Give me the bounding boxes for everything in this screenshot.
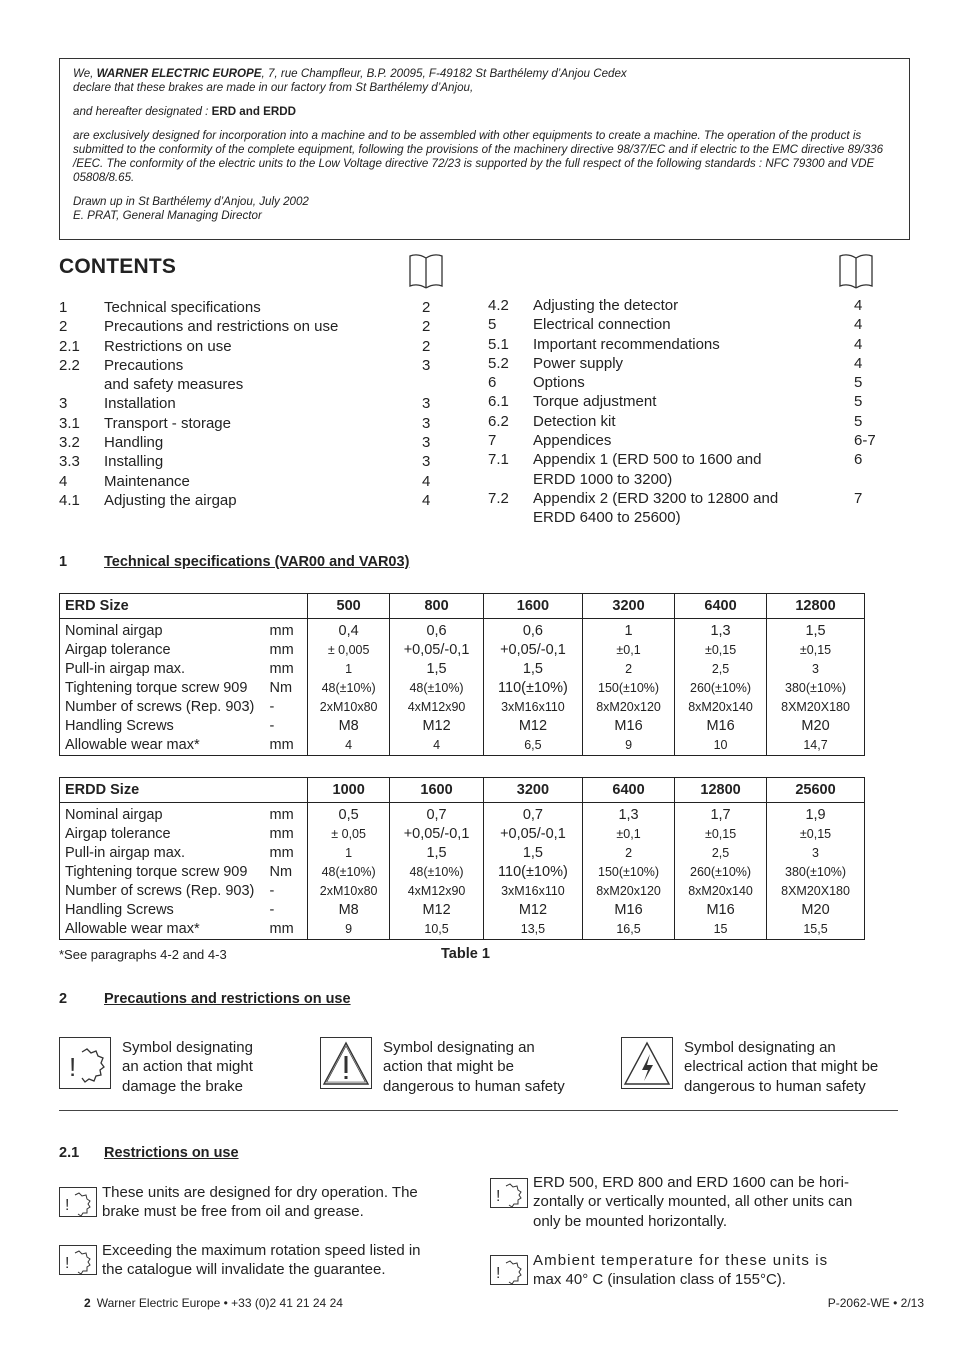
contents-entry-page: 5 [854, 393, 863, 411]
size-header: ERD Size [60, 594, 308, 619]
table-cell: M12 [483, 901, 582, 920]
contents-entry-title: Appendix 1 (ERD 500 to 1600 and [533, 451, 762, 469]
declaration-designation: and hereafter designated : ERD and ERDD [73, 105, 296, 118]
restriction-mounting: ERD 500, ERD 800 and ERD 1600 can be hori- zontally or vertically mounted, all other units can only be mounted horizontally. [533, 1174, 853, 1230]
size-column-header: 12800 [675, 778, 767, 803]
contents-entry [59, 472, 439, 491]
table-cell: 0,4 [308, 619, 390, 642]
contents-entry-title: Important recommendations [533, 335, 720, 353]
table-cell: M12 [390, 717, 484, 736]
table-cell: 110(±10%) [483, 679, 582, 698]
table-cell: ± 0,005 [308, 641, 390, 660]
contents-entry-number: 7.2 [488, 489, 509, 507]
row-unit: Nm [270, 863, 308, 882]
contents-entry-page: 4 [854, 297, 863, 314]
row-unit: mm [270, 660, 308, 679]
table-cell: +0,05/-0,1 [483, 641, 582, 660]
table-cell: M16 [675, 717, 767, 736]
table-cell: M16 [675, 901, 767, 920]
contents-entry-page: 6 [854, 451, 863, 469]
size-column-header: 3200 [483, 778, 582, 803]
table-cell: 1,5 [483, 660, 582, 679]
contents-entry-number: 5.1 [488, 335, 509, 353]
table-cell: 3xM16x110 [483, 698, 582, 717]
erdd-spec-table [59, 777, 865, 940]
table-cell: 3 [767, 844, 865, 863]
table-cell: 2 [583, 660, 675, 679]
table-cell: M12 [390, 901, 484, 920]
contents-entry [488, 450, 878, 469]
brake-damage-icon [59, 1037, 111, 1089]
contents-entry [59, 414, 439, 433]
contents-entry-title: Detection kit [533, 412, 616, 430]
row-unit: - [270, 717, 308, 736]
contents-entry-title: Appendix 2 (ERD 3200 to 12800 and [533, 489, 779, 507]
row-label: Allowable wear max* [60, 920, 270, 940]
contents-entry-number: 4 [59, 472, 68, 490]
table-row [60, 901, 865, 920]
contents-entry-title: and safety measures [104, 376, 244, 394]
contents-entry-title: Torque adjustment [533, 393, 657, 411]
table-cell: 10 [675, 736, 767, 756]
svg-text:!: ! [69, 1052, 77, 1082]
page-number: 2 [84, 1296, 91, 1310]
row-unit: mm [270, 619, 308, 642]
row-label: Pull-in airgap max. [60, 660, 270, 679]
row-label: Number of screws (Rep. 903) [60, 882, 270, 901]
table-cell: 260(±10%) [675, 863, 767, 882]
contents-entry-page: 2 [422, 318, 431, 336]
restriction-rotation-speed: Exceeding the maximum rotation speed listed in the catalogue will invalidate the guarantee. [102, 1242, 421, 1279]
table-cell: 1,5 [390, 660, 484, 679]
svg-text:!: ! [65, 1197, 70, 1214]
row-unit: mm [270, 803, 308, 826]
contents-entry-number: 3 [59, 395, 68, 413]
contents-entry [59, 337, 439, 356]
table-cell: ±0,1 [583, 825, 675, 844]
table-row [60, 736, 865, 756]
table-cell: 0,6 [390, 619, 484, 642]
contents-entry-number: 6.2 [488, 412, 509, 430]
contents-entry-page: 3 [422, 434, 431, 452]
table-cell: 2xM10x80 [308, 698, 390, 717]
contents-entry-title: Precautions [104, 356, 184, 374]
table-cell: 8xM20x120 [583, 882, 675, 901]
contents-entry-title: Restrictions on use [104, 337, 232, 355]
contents-entry [59, 375, 439, 394]
footer-left: 2 Warner Electric Europe • +33 (0)2 41 21 24 24 [84, 1296, 343, 1310]
contents-entry [488, 412, 878, 431]
contents-entry-title: Maintenance [104, 472, 190, 490]
table-cell: ±0,15 [675, 641, 767, 660]
size-column-header: 6400 [675, 594, 767, 619]
contents-entry [59, 317, 439, 336]
electrical-hazard-icon [621, 1037, 673, 1089]
contents-entry [488, 392, 878, 411]
footer-right: P-2062-WE • 2/13 [827, 1296, 924, 1310]
declaration-signature: Drawn up in St Barthélemy d’Anjou, July 2002 E. PRAT, General Managing Director [73, 195, 309, 222]
contents-list-right [488, 296, 878, 528]
size-column-header: 1000 [308, 778, 390, 803]
contents-entry [59, 433, 439, 452]
contents-entry-page: 3 [422, 453, 431, 471]
table-cell: 1,3 [675, 619, 767, 642]
table-cell: 1,7 [675, 803, 767, 826]
open-book-icon [838, 252, 874, 290]
row-label: Tightening torque screw 909 [60, 679, 270, 698]
contents-entry-title: Installing [104, 453, 164, 471]
table-cell: M12 [483, 717, 582, 736]
table-cell: 150(±10%) [583, 863, 675, 882]
contents-entry-number: 2.2 [59, 356, 80, 374]
contents-entry [59, 491, 439, 510]
table-row [60, 717, 865, 736]
contents-entry-page: 2 [422, 337, 431, 355]
table-footnote: *See paragraphs 4-2 and 4-3 [59, 947, 227, 962]
contents-entry [488, 431, 878, 450]
size-column-header: 1600 [390, 778, 484, 803]
table-cell: +0,05/-0,1 [390, 641, 484, 660]
table-cell: 1,3 [583, 803, 675, 826]
table-cell: 6,5 [483, 736, 582, 756]
table-cell: 8xM20x140 [675, 882, 767, 901]
size-column-header: 6400 [583, 778, 675, 803]
table-cell: 1 [308, 844, 390, 863]
table-cell: 48(±10%) [308, 863, 390, 882]
contents-entry-title: Adjusting the airgap [104, 491, 237, 509]
brake-damage-icon [59, 1187, 97, 1217]
brake-damage-icon [59, 1245, 97, 1275]
contents-entry [59, 298, 439, 317]
table-row [60, 660, 865, 679]
contents-entry-number: 7 [488, 432, 497, 450]
table-row [60, 825, 865, 844]
table-cell: M20 [767, 717, 865, 736]
table-cell: 380(±10%) [767, 679, 865, 698]
table-cell: 110(±10%) [483, 863, 582, 882]
contents-entry [59, 356, 439, 375]
contents-entry-title: ERDD 6400 to 25600) [533, 509, 681, 527]
contents-entry-title: Electrical connection [533, 316, 671, 334]
row-unit: mm [270, 736, 308, 756]
table-row [60, 679, 865, 698]
contents-entry [488, 296, 878, 315]
table-cell: M16 [583, 717, 675, 736]
table-cell: 0,6 [483, 619, 582, 642]
divider [59, 1110, 898, 1111]
symbol-desc-brake-damage: Symbol designating an action that might damage the brake [122, 1039, 253, 1095]
contents-entry [59, 394, 439, 413]
row-unit: mm [270, 844, 308, 863]
contents-entry-page: 2 [422, 299, 431, 316]
table-cell: 10,5 [390, 920, 484, 940]
table-cell: 3 [767, 660, 865, 679]
row-unit: mm [270, 920, 308, 940]
restriction-ambient-temperature: Ambient temperature for these units is max 40° C (insulation class of 155°C). [533, 1252, 829, 1289]
contents-entry [488, 354, 878, 373]
table-cell: 8XM20X180 [767, 882, 865, 901]
table-cell: 2,5 [675, 844, 767, 863]
contents-entry-page: 5 [854, 412, 863, 430]
contents-entry-title: Precautions and restrictions on use [104, 318, 339, 336]
contents-entry-number: 5.2 [488, 354, 509, 372]
declaration-paragraph: are exclusively designed for incorporation into a machine and to be assembled with other equipments to create a machine. The operation of the product is submitted to the conformity of the complete equipment, following the provisions of the machinery directive 98/37/EC and if electric to the EMC directive 89/336 /EEC. The conformity of the electric units to the Low Voltage directive 72/23 is supported by the full respect of the following standards : NFC 79300 and VDE 05808/8.65. [73, 129, 884, 184]
table-cell: 3xM16x110 [483, 882, 582, 901]
svg-text:!: ! [65, 1255, 70, 1272]
table-cell: 0,5 [308, 803, 390, 826]
contents-entry-title: Handling [104, 434, 164, 452]
contents-entry-number: 1 [59, 299, 68, 316]
row-label: Handling Screws [60, 717, 270, 736]
svg-text:!: ! [496, 1265, 501, 1282]
row-unit: - [270, 698, 308, 717]
table-cell: ±0,15 [767, 825, 865, 844]
size-column-header: 500 [308, 594, 390, 619]
row-label: Handling Screws [60, 901, 270, 920]
table-cell: 150(±10%) [583, 679, 675, 698]
table-cell: 8xM20x120 [583, 698, 675, 717]
table-caption: Table 1 [441, 946, 490, 962]
table-cell: 0,7 [483, 803, 582, 826]
table-cell: 9 [583, 736, 675, 756]
contents-entry-page: 4 [422, 491, 431, 509]
contents-entry [488, 489, 878, 508]
contents-entry-number: 3.3 [59, 453, 80, 471]
table-cell: M20 [767, 901, 865, 920]
contents-entry [59, 452, 439, 471]
contents-entry-number: 3.1 [59, 414, 80, 432]
open-book-icon [408, 252, 444, 290]
contents-entry-title: Installation [104, 395, 176, 413]
declaration-box [59, 58, 910, 240]
size-column-header: 25600 [767, 778, 865, 803]
table-cell: ±0,15 [767, 641, 865, 660]
row-label: Number of screws (Rep. 903) [60, 698, 270, 717]
table-cell: 8XM20X180 [767, 698, 865, 717]
table-cell: 15,5 [767, 920, 865, 940]
row-label: Pull-in airgap max. [60, 844, 270, 863]
table-cell: ± 0,05 [308, 825, 390, 844]
contents-entry-number: 2.1 [59, 337, 80, 355]
row-label: Tightening torque screw 909 [60, 863, 270, 882]
table-cell: 1,5 [483, 844, 582, 863]
contents-entry-title: Technical specifications [104, 299, 261, 316]
contents-entry-page: 3 [422, 356, 431, 374]
symbol-desc-human-safety: Symbol designating an action that might be dangerous to human safety [383, 1039, 565, 1095]
size-column-header: 3200 [583, 594, 675, 619]
table-cell: 9 [308, 920, 390, 940]
table-row [60, 882, 865, 901]
svg-text:!: ! [496, 1188, 501, 1205]
restriction-dry-operation: These units are designed for dry operation. The brake must be free from oil and grease. [102, 1184, 418, 1221]
contents-entry-number: 4.1 [59, 491, 80, 509]
table-cell: 15 [675, 920, 767, 940]
table-cell: M8 [308, 901, 390, 920]
contents-list-left [59, 298, 439, 510]
declaration-intro: We, WARNER ELECTRIC EUROPE, 7, rue Champfleur, B.P. 20095, F-49182 St Barthélemy d’Anjou Cedex declare that these brakes are made in our factory from St Barthélemy d’Anjou, [73, 67, 627, 94]
contents-entry-title: Power supply [533, 354, 624, 372]
table-row [60, 844, 865, 863]
table-cell: 0,7 [390, 803, 484, 826]
contents-entry-page: 4 [854, 335, 863, 353]
size-column-header: 1600 [483, 594, 582, 619]
row-label: Allowable wear max* [60, 736, 270, 756]
brake-damage-icon [490, 1178, 528, 1208]
contents-entry [488, 470, 878, 489]
erd-spec-table [59, 593, 865, 756]
contents-entry-title: Transport - storage [104, 414, 231, 432]
table-row [60, 641, 865, 660]
warning-triangle-icon [320, 1037, 372, 1089]
contents-entry-number: 2 [59, 318, 68, 336]
contents-entry [488, 508, 878, 527]
contents-entry-number: 4.2 [488, 297, 509, 314]
table-cell: 48(±10%) [308, 679, 390, 698]
row-unit: Nm [270, 679, 308, 698]
table-cell: 2,5 [675, 660, 767, 679]
table-cell: 48(±10%) [390, 679, 484, 698]
table-cell: 260(±10%) [675, 679, 767, 698]
contents-entry-title: ERDD 1000 to 3200) [533, 470, 673, 488]
row-unit: mm [270, 825, 308, 844]
size-column-header: 800 [390, 594, 484, 619]
contents-entry-title: Options [533, 374, 585, 392]
company-name: WARNER ELECTRIC EUROPE [96, 67, 262, 80]
table-row [60, 698, 865, 717]
contents-entry-title: Appendices [533, 432, 612, 450]
table-cell: M8 [308, 717, 390, 736]
table-cell: +0,05/-0,1 [390, 825, 484, 844]
table-row [60, 863, 865, 882]
table-cell: 380(±10%) [767, 863, 865, 882]
table-cell: +0,05/-0,1 [483, 825, 582, 844]
symbol-desc-electrical: Symbol designating an electrical action that might be dangerous to human safety [684, 1039, 879, 1095]
contents-entry-page: 4 [422, 472, 431, 490]
table-cell: 48(±10%) [390, 863, 484, 882]
contents-entry-page: 4 [854, 354, 863, 372]
table-row [60, 619, 865, 642]
contents-title: CONTENTS [59, 255, 177, 278]
contents-entry-page: 3 [422, 414, 431, 432]
table-cell: 16,5 [583, 920, 675, 940]
table-cell: 13,5 [483, 920, 582, 940]
contents-entry-page: 6-7 [854, 432, 876, 450]
table-row [60, 803, 865, 826]
contents-entry-title: Adjusting the detector [533, 297, 679, 314]
table-cell: 1 [308, 660, 390, 679]
table-cell: 2xM10x80 [308, 882, 390, 901]
contents-entry-number: 6 [488, 374, 497, 392]
size-header: ERDD Size [60, 778, 308, 803]
brake-damage-icon [490, 1255, 528, 1285]
contents-entry-page: 5 [854, 374, 863, 392]
row-unit: mm [270, 641, 308, 660]
table-cell: 8xM20x140 [675, 698, 767, 717]
contents-entry-number: 5 [488, 316, 497, 334]
contents-entry-page: 4 [854, 316, 863, 334]
row-label: Airgap tolerance [60, 641, 270, 660]
table-cell: M16 [583, 901, 675, 920]
contents-entry [488, 335, 878, 354]
contents-entry-number: 6.1 [488, 393, 509, 411]
size-column-header: 12800 [767, 594, 865, 619]
table-cell: 4xM12x90 [390, 698, 484, 717]
table-cell: ±0,15 [675, 825, 767, 844]
table-cell: ±0,1 [583, 641, 675, 660]
table-cell: 1,5 [390, 844, 484, 863]
table-cell: 4xM12x90 [390, 882, 484, 901]
row-label: Airgap tolerance [60, 825, 270, 844]
contents-entry [488, 373, 878, 392]
table-row [60, 920, 865, 940]
row-unit: - [270, 882, 308, 901]
contents-entry-number: 3.2 [59, 434, 80, 452]
row-label: Nominal airgap [60, 803, 270, 826]
table-cell: 1 [583, 619, 675, 642]
contents-entry-number: 7.1 [488, 451, 509, 469]
table-cell: 1,9 [767, 803, 865, 826]
contents-entry-page: 3 [422, 395, 431, 413]
contents-entry-page: 7 [854, 489, 863, 507]
table-cell: 2 [583, 844, 675, 863]
table-cell: 4 [308, 736, 390, 756]
table-cell: 4 [390, 736, 484, 756]
row-label: Nominal airgap [60, 619, 270, 642]
table-cell: 1,5 [767, 619, 865, 642]
table-cell: 14,7 [767, 736, 865, 756]
contents-entry [488, 315, 878, 334]
row-unit: - [270, 901, 308, 920]
